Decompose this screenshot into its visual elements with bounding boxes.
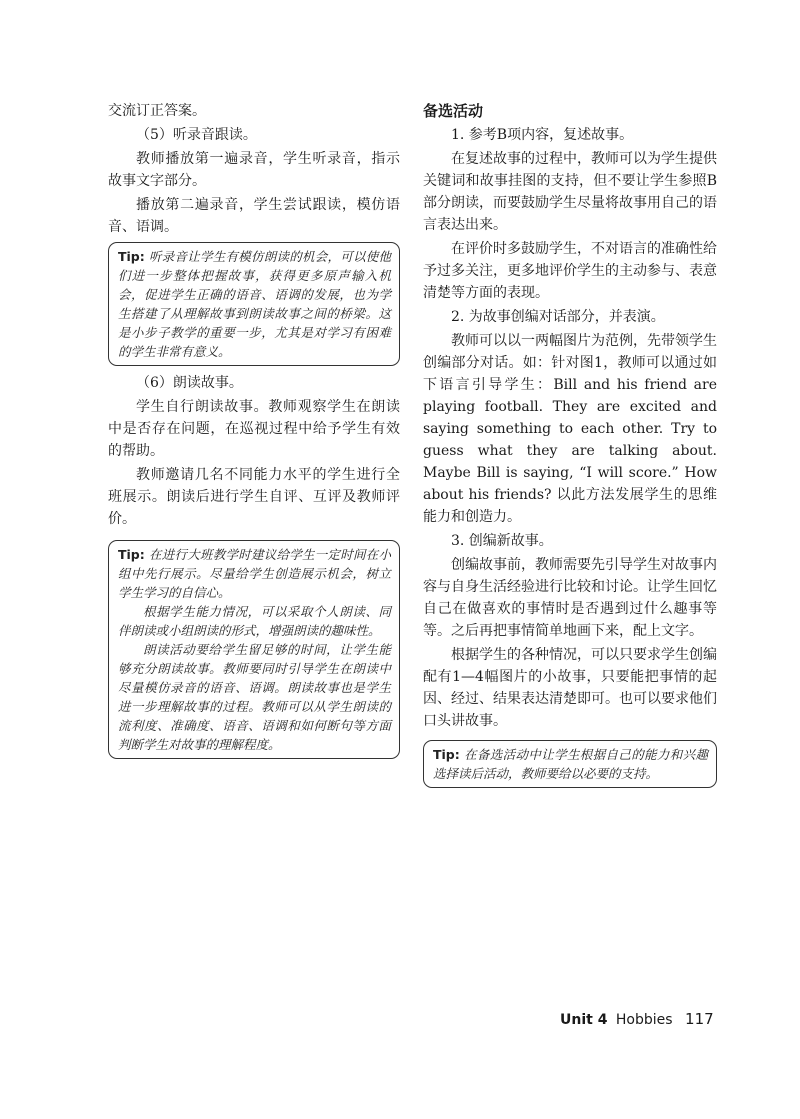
paragraph: 教师可以以一两幅图片为范例，先带领学生创编部分对话。如：针对图1，教师可以通过如下语言引导学生：Bill and his friend are playing football. They are excited and saying something to each other. Try to guess what they are talking about. Maybe Bill is saying, “I will score.” How about his friends? 以此方法发展学生的思维能力和创造力。 [423, 333, 717, 525]
paragraph: 根据学生的各种情况，可以只要求学生创编配有1—4幅图片的小故事，只要能把事情的起因、经过、结果表达清楚即可。也可以要求他们口头讲故事。 [423, 647, 717, 729]
paragraph: 创编故事前，教师需要先引导学生对故事内容与自身生活经验进行比较和讨论。让学生回忆自己在做喜欢的事情时是否遇到过什么趣事等等。之后再把事情简单地画下来，配上文字。 [423, 557, 717, 639]
tip-text: 根据学生能力情况，可以采取个人朗读、同伴朗读或小组朗读的形式，增强朗读的趣味性。 [118, 604, 391, 638]
page-number: 117 [685, 1010, 714, 1028]
activity-item-3: 3. 创编新故事。 [451, 533, 553, 549]
tip-label: Tip: [433, 747, 460, 762]
page-footer [560, 1010, 714, 1028]
unit-label: Unit 4 [560, 1012, 608, 1028]
unit-topic: Hobbies [615, 1012, 673, 1028]
right-column [423, 100, 717, 794]
paragraph: 教师邀请几名不同能力水平的学生进行全班展示。朗读后进行学生自评、互评及教师评价。 [108, 467, 400, 527]
paragraph: 在复述故事的过程中，教师可以为学生提供关键词和故事挂图的支持，但不要让学生参照B部分朗读，而要鼓励学生尽量将故事用自己的语言表达出来。 [423, 151, 717, 233]
paragraph: 学生自行朗读故事。教师观察学生在朗读中是否存在问题，在巡视过程中给予学生有效的帮助。 [108, 399, 400, 459]
step-heading-6: （6）朗读故事。 [136, 375, 243, 391]
tip-text: 在进行大班教学时建议给学生一定时间在小组中先行展示。尽量给学生创造展示机会，树立学生学习的自信心。 [118, 547, 391, 600]
tip-box [108, 242, 400, 366]
paragraph: 播放第二遍录音，学生尝试跟读，模仿语音、语调。 [108, 197, 400, 235]
paragraph: 在评价时多鼓励学生，不对语言的准确性给予过多关注，更多地评价学生的主动参与、表意清楚等方面的表现。 [423, 241, 717, 301]
tip-text: 在备选活动中让学生根据自己的能力和兴趣选择读后活动，教师要给以必要的支持。 [433, 747, 708, 781]
tip-box [108, 540, 400, 759]
section-heading: 备选活动 [423, 102, 484, 120]
tip-text: 朗读活动要给学生留足够的时间，让学生能够充分朗读故事。教师要同时引导学生在朗读中尽量模仿录音的语音、语调。朗读故事也是学生进一步理解故事的过程。教师可以从学生朗读的流利度、准确度、语音、语调和如何断句等方面判断学生对故事的理解程度。 [118, 642, 391, 752]
paragraph: 交流订正答案。 [108, 103, 206, 119]
left-column [108, 100, 400, 765]
step-heading-5: （5）听录音跟读。 [136, 127, 257, 143]
tip-text: 听录音让学生有模仿朗读的机会，可以使他们进一步整体把握故事，获得更多原声输入机会，促进学生正确的语音、语调的发展，也为学生搭建了从理解故事到朗读故事之间的桥梁。这是小步子教学的重要一步，尤其是对学习有困难的学生非常有意义。 [118, 249, 391, 359]
tip-label: Tip: [118, 249, 145, 264]
tip-box [423, 740, 717, 788]
activity-item-1: 1. 参考B项内容，复述故事。 [451, 127, 634, 143]
activity-item-2: 2. 为故事创编对话部分，并表演。 [451, 309, 665, 325]
paragraph: 教师播放第一遍录音，学生听录音，指示故事文字部分。 [108, 151, 400, 189]
tip-label: Tip: [118, 547, 145, 562]
